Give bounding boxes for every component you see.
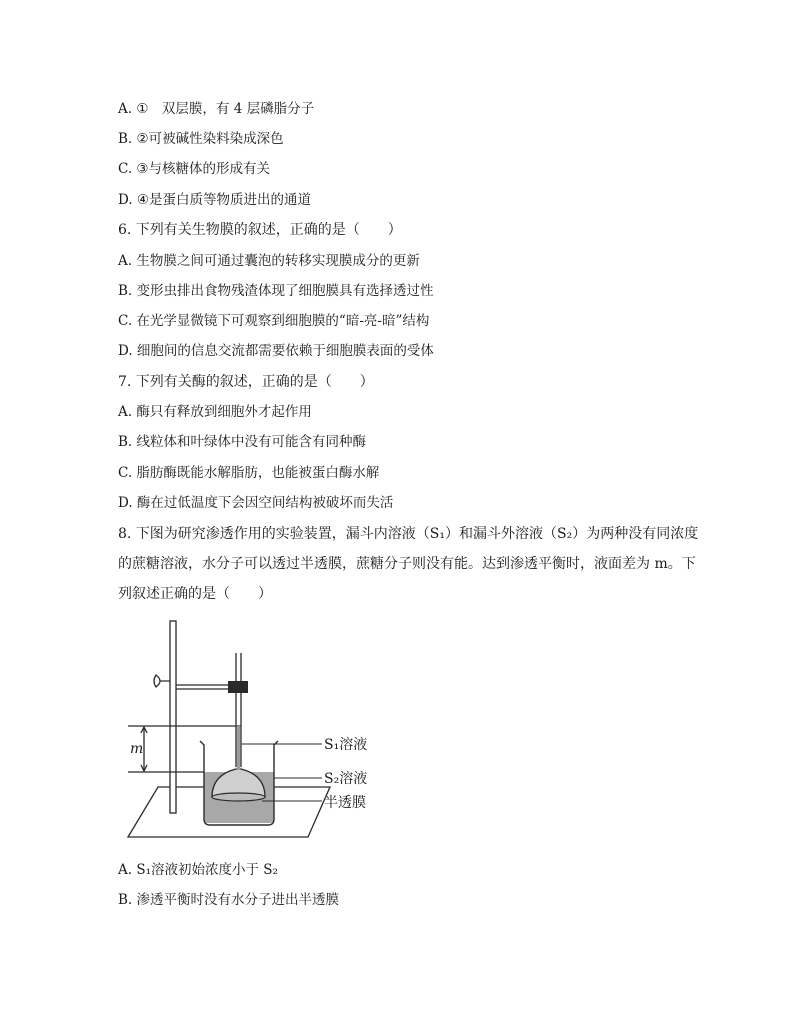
q8-stem-line2: 的蔗糖溶液，水分子可以透过半透膜，蔗糖分子则没有能。达到渗透平衡时，液面差为 m。下 bbox=[118, 556, 696, 572]
q5-option-b: B. ②可被碱性染料染成深色 bbox=[118, 131, 284, 147]
q8-option-a: A. S₁溶液初始浓度小于 S₂ bbox=[118, 862, 278, 878]
q5-option-a: A. ① 双层膜，有 4 层磷脂分子 bbox=[118, 101, 315, 117]
s2-label: S₂溶液 bbox=[324, 771, 368, 787]
q8-option-b: B. 渗透平衡时没有水分子进出半透膜 bbox=[118, 892, 340, 908]
q7-option-c: C. 脂肪酶既能水解脂肪，也能被蛋白酶水解 bbox=[118, 465, 380, 481]
stand-rod bbox=[170, 621, 176, 813]
thumb-screw bbox=[154, 675, 170, 687]
s1-label: S₁溶液 bbox=[324, 737, 368, 753]
q8-stem-line1: 8. 下图为研究渗透作用的实验装置，漏斗内溶液（S₁）和漏斗外溶液（S₂）为两种没有同浓度 bbox=[118, 526, 699, 542]
m-label: m bbox=[130, 741, 144, 757]
osmosis-apparatus-figure bbox=[120, 615, 380, 845]
q7-stem: 7. 下列有关酶的叙述，正确的是（ ） bbox=[118, 374, 374, 390]
q6-option-d: D. 细胞间的信息交流都需要依赖于细胞膜表面的受体 bbox=[118, 343, 434, 359]
clamp-block bbox=[228, 681, 248, 693]
q6-option-b: B. 变形虫排出食物残渣体现了细胞膜具有选择透过性 bbox=[118, 283, 434, 299]
q7-option-b: B. 线粒体和叶绿体中没有可能含有同种酶 bbox=[118, 434, 367, 450]
q8-stem-line3: 列叙述正确的是（ ） bbox=[118, 586, 272, 602]
q7-option-a: A. 酶只有释放到细胞外才起作用 bbox=[118, 404, 312, 420]
funnel-stem-liquid bbox=[237, 726, 241, 770]
q6-option-a: A. 生物膜之间可通过囊泡的转移实现膜成分的更新 bbox=[118, 253, 420, 269]
q6-option-c: C. 在光学显微镜下可观察到细胞膜的“暗-亮-暗”结构 bbox=[118, 313, 430, 329]
membrane-label: 半透膜 bbox=[324, 795, 366, 811]
semipermeable-membrane bbox=[212, 793, 265, 801]
q6-stem: 6. 下列有关生物膜的叙述，正确的是（ ） bbox=[118, 222, 402, 238]
q5-option-c: C. ③与核糖体的形成有关 bbox=[118, 161, 271, 177]
q5-option-d: D. ④是蛋白质等物质进出的通道 bbox=[118, 192, 312, 208]
q7-option-d: D. 酶在过低温度下会因空间结构被破坏而失活 bbox=[118, 495, 394, 511]
